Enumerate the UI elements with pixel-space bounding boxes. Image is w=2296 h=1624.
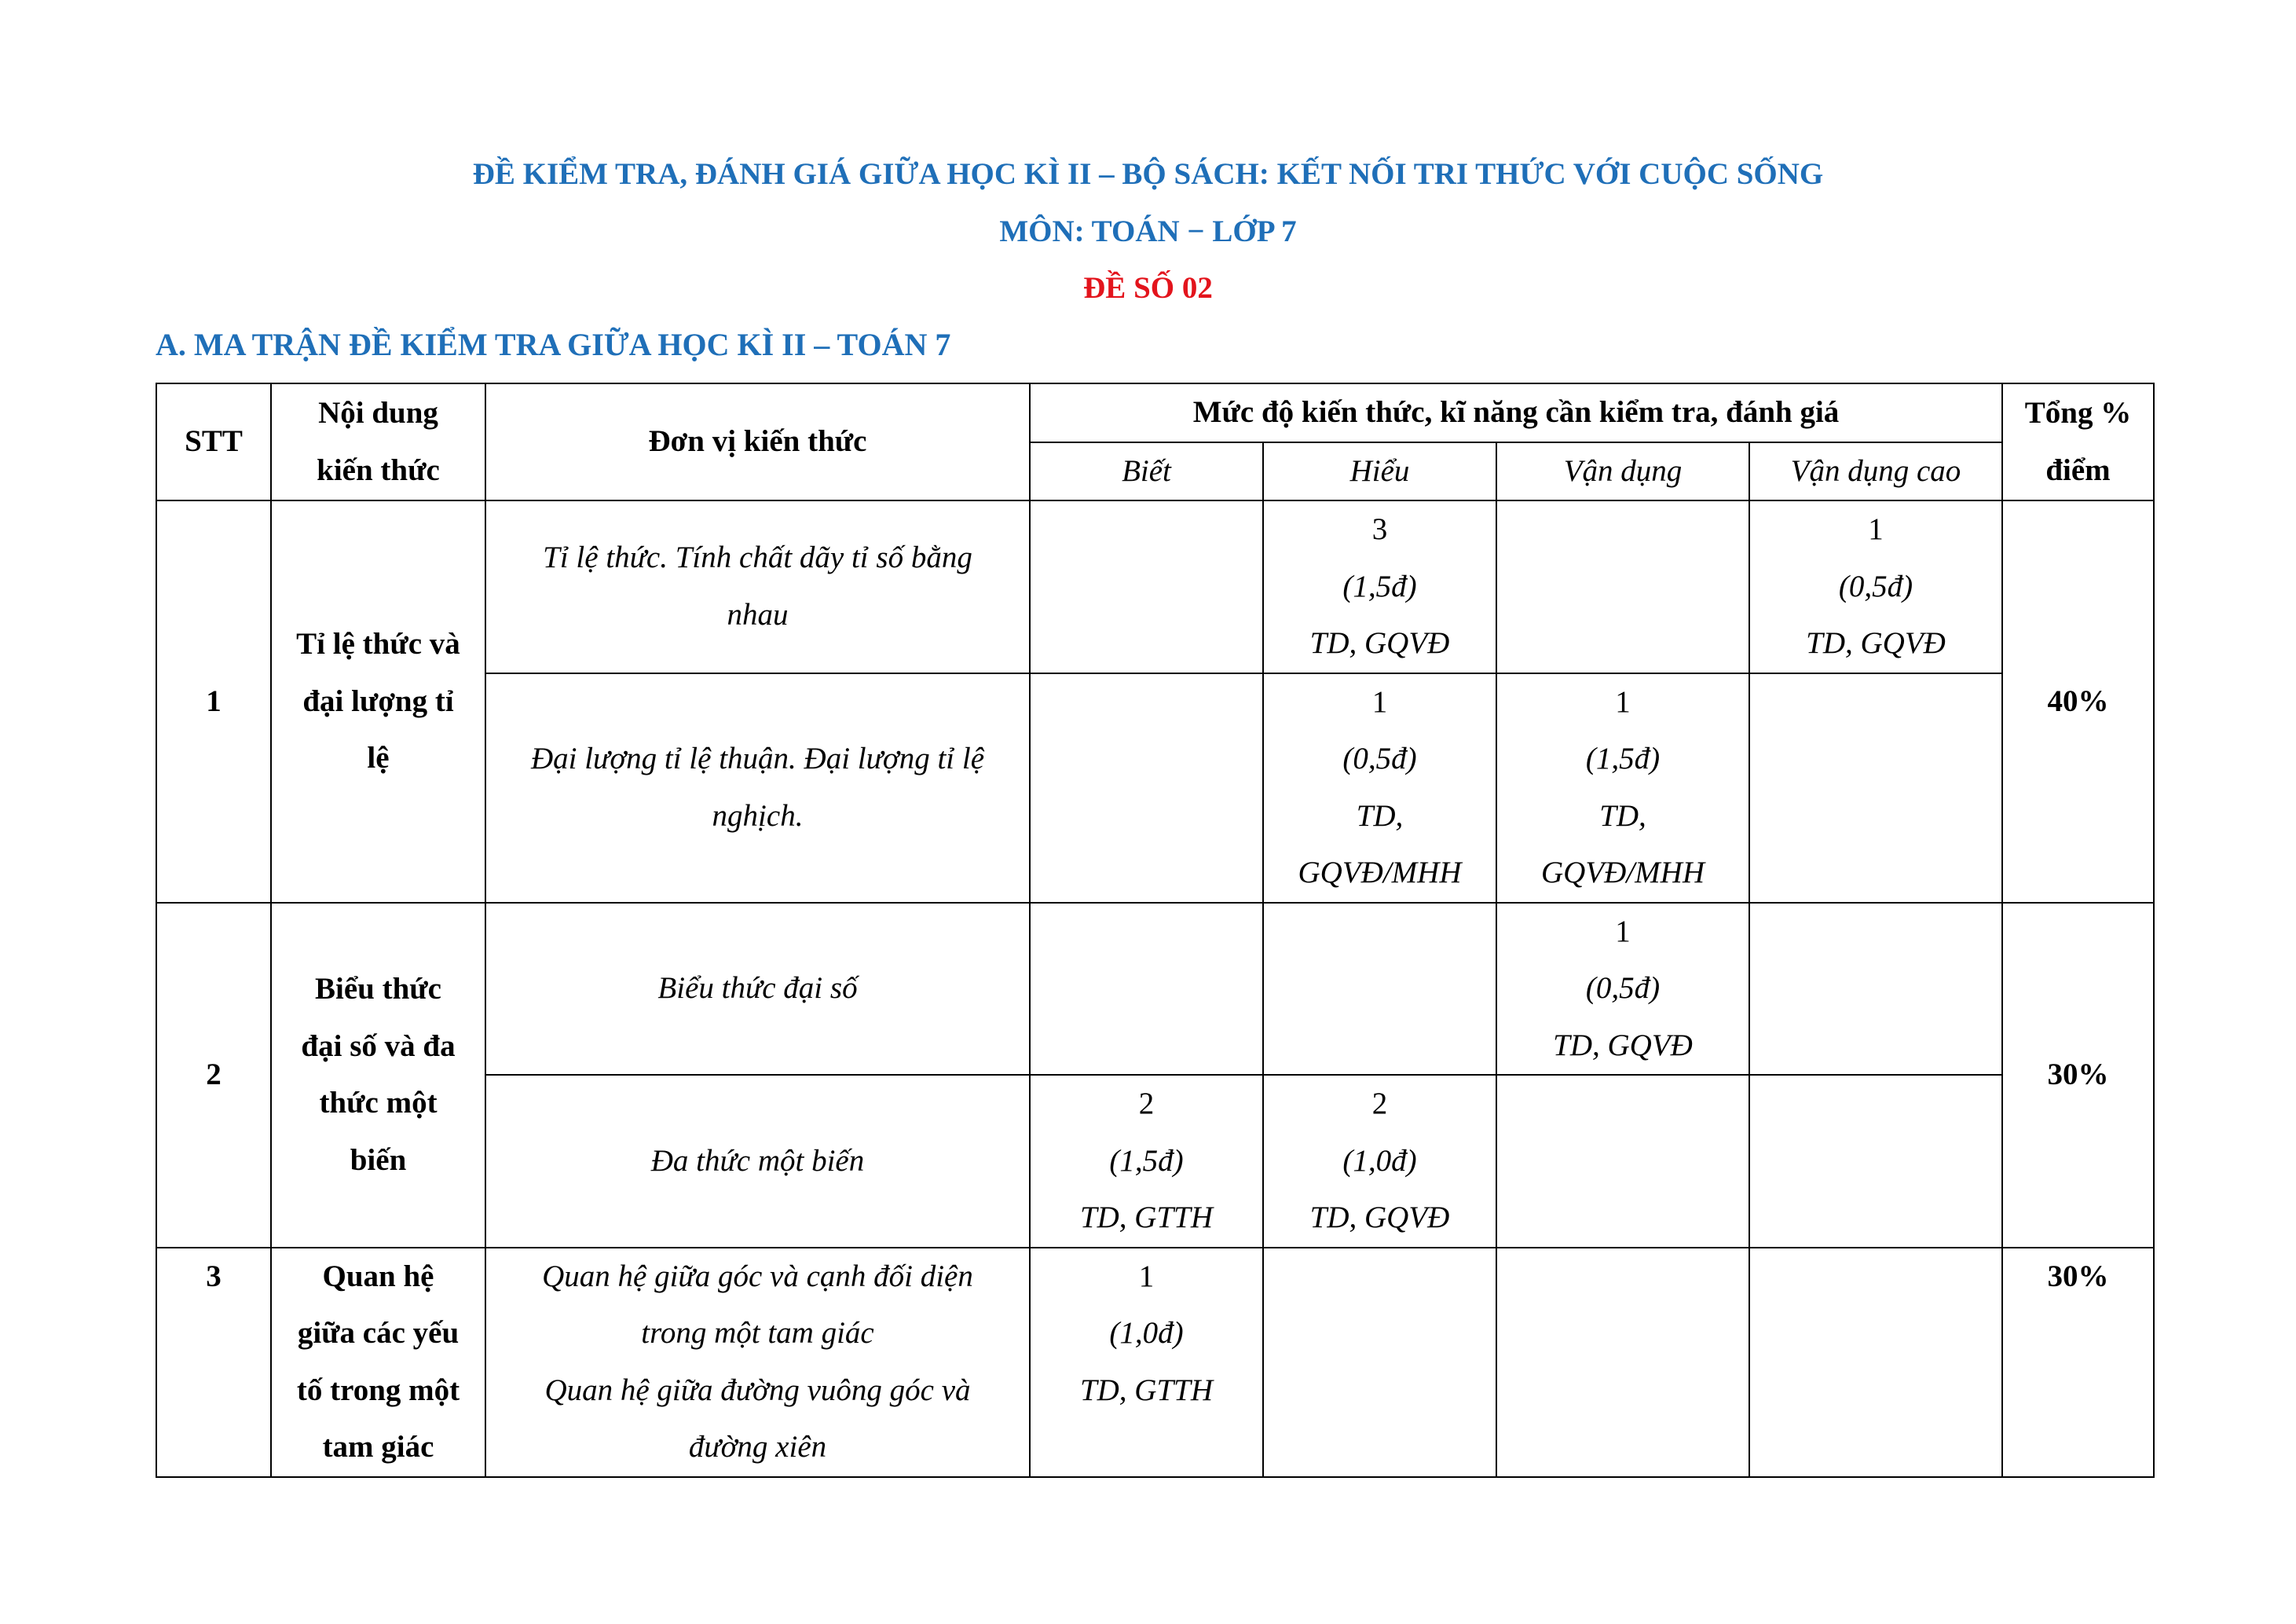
question-count: 3 xyxy=(1371,512,1388,546)
header-content-line: Nội dung xyxy=(318,396,438,430)
header-stt: STT xyxy=(156,383,271,500)
header-van-dung: Vận dụng xyxy=(1496,442,1749,501)
van-dung-cell xyxy=(1496,1075,1749,1248)
score: (1,0đ) xyxy=(1109,1316,1184,1350)
van-dung-cell xyxy=(1496,673,1749,903)
van-dung-cao-cell xyxy=(1749,1248,2002,1477)
topic-line: đại số và đa xyxy=(301,1028,456,1063)
exam-number: ĐỀ SỐ 02 xyxy=(1083,271,1213,305)
competency: TD, GQVĐ xyxy=(1553,1028,1693,1062)
stt-cell: 2 xyxy=(156,903,271,1248)
header-van-dung-cao: Vận dụng cao xyxy=(1749,442,2002,501)
topic-line: thức một xyxy=(319,1086,438,1120)
van-dung-cao-cell xyxy=(1749,903,2002,1076)
table-row xyxy=(156,500,2154,673)
topic-cell xyxy=(271,903,485,1248)
competency: TD, GTTH xyxy=(1079,1201,1214,1234)
score: (0,5đ) xyxy=(1342,742,1417,775)
subject-line: MÔN: TOÁN − LỚP 7 xyxy=(999,214,1297,248)
document-title: ĐỀ KIỂM TRA, ĐÁNH GIÁ GIỮA HỌC KÌ II – BỘ SÁCH: KẾT NỐI TRI THỨC VỚI CUỘC SỐNG xyxy=(472,157,1824,191)
unit-cell xyxy=(485,1075,1030,1248)
biet-cell xyxy=(1030,1075,1263,1248)
question-count: 1 xyxy=(1371,684,1388,719)
stt-cell: 3 xyxy=(156,1248,271,1477)
section-title: A. MA TRẬN ĐỀ KIỂM TRA GIỮA HỌC KÌ II – TOÁN 7 xyxy=(156,327,951,362)
total-cell: 30% xyxy=(2002,903,2154,1248)
unit-line: Đại lượng tỉ lệ thuận. Đại lượng tỉ lệ xyxy=(530,742,985,775)
competency: TD, GQVĐ xyxy=(1309,626,1450,660)
unit-cell xyxy=(485,903,1030,1076)
stt-cell: 1 xyxy=(156,500,271,903)
hieu-cell xyxy=(1263,673,1496,903)
van-dung-cell xyxy=(1496,1248,1749,1477)
question-count: 1 xyxy=(1615,684,1631,719)
table-row xyxy=(156,1248,2154,1477)
topic-line: giữa các yếu xyxy=(297,1316,460,1350)
header-content xyxy=(271,383,485,500)
score: (1,5đ) xyxy=(1342,569,1417,603)
topic-cell xyxy=(271,500,485,903)
score: (0,5đ) xyxy=(1838,569,1913,603)
hieu-cell xyxy=(1263,903,1496,1076)
header-row-1 xyxy=(156,383,2154,442)
unit-line: Quan hệ giữa góc và cạnh đối diện xyxy=(542,1259,973,1293)
unit-line: Quan hệ giữa đường vuông góc và xyxy=(544,1373,971,1407)
van-dung-cao-cell xyxy=(1749,500,2002,673)
van-dung-cao-cell xyxy=(1749,1075,2002,1248)
unit-line: Đa thức một biến xyxy=(650,1143,865,1178)
header-total xyxy=(2002,383,2154,500)
competency: TD, GTTH xyxy=(1079,1373,1214,1407)
unit-line: trong một tam giác xyxy=(641,1316,874,1350)
competency: GQVĐ/MHH xyxy=(1298,856,1462,889)
topic-cell xyxy=(271,1248,485,1477)
question-count: 2 xyxy=(1371,1087,1388,1120)
question-count: 1 xyxy=(1138,1259,1155,1293)
score: (1,0đ) xyxy=(1342,1143,1417,1178)
unit-line: nhau xyxy=(727,597,789,632)
header-total-line: Tổng % xyxy=(2024,396,2132,430)
unit-line: Tỉ lệ thức. Tính chất dãy tỉ số bằng xyxy=(543,541,972,575)
competency: TD, GQVĐ xyxy=(1309,1201,1450,1234)
unit-cell xyxy=(485,673,1030,903)
score: (1,5đ) xyxy=(1109,1143,1184,1178)
competency: TD, xyxy=(1599,798,1646,833)
topic-line: lệ xyxy=(367,741,390,775)
table-row xyxy=(156,903,2154,1076)
unit-cell xyxy=(485,1248,1030,1477)
topic-line: Quan hệ xyxy=(322,1259,434,1293)
competency: TD, xyxy=(1356,798,1404,833)
header-levels: Mức độ kiến thức, kĩ năng cần kiểm tra, đánh giá xyxy=(1030,383,2002,442)
hieu-cell xyxy=(1263,500,1496,673)
matrix-table xyxy=(156,383,2155,1478)
unit-line: Biểu thức đại số xyxy=(657,971,858,1005)
question-count: 2 xyxy=(1138,1087,1155,1120)
topic-line: biến xyxy=(350,1142,407,1177)
biet-cell xyxy=(1030,500,1263,673)
header-unit: Đơn vị kiến thức xyxy=(485,383,1030,500)
total-cell: 30% xyxy=(2002,1248,2154,1477)
question-count: 1 xyxy=(1615,914,1631,948)
topic-line: Tỉ lệ thức và xyxy=(296,627,460,661)
biet-cell xyxy=(1030,1248,1263,1477)
topic-line: tố trong một xyxy=(296,1373,460,1407)
unit-line: đường xiên xyxy=(688,1430,827,1464)
header-content-line: kiến thức xyxy=(317,453,440,487)
topic-line: Biểu thức xyxy=(315,972,441,1006)
hieu-cell xyxy=(1263,1075,1496,1248)
score: (1,5đ) xyxy=(1585,742,1661,775)
total-cell: 40% xyxy=(2002,500,2154,903)
question-count: 1 xyxy=(1868,512,1884,546)
biet-cell xyxy=(1030,903,1263,1076)
unit-cell xyxy=(485,500,1030,673)
header-hieu: Hiểu xyxy=(1263,442,1496,501)
biet-cell xyxy=(1030,673,1263,903)
score: (0,5đ) xyxy=(1585,971,1661,1005)
van-dung-cao-cell xyxy=(1749,673,2002,903)
competency: TD, GQVĐ xyxy=(1806,626,1946,660)
van-dung-cell xyxy=(1496,903,1749,1076)
topic-line: đại lượng tỉ xyxy=(302,684,454,718)
header-total-line: điểm xyxy=(2045,453,2111,487)
header-biet: Biết xyxy=(1030,442,1263,501)
topic-line: tam giác xyxy=(322,1430,434,1464)
competency: GQVĐ/MHH xyxy=(1541,856,1705,889)
unit-line: nghịch. xyxy=(712,798,804,833)
van-dung-cell xyxy=(1496,500,1749,673)
hieu-cell xyxy=(1263,1248,1496,1477)
